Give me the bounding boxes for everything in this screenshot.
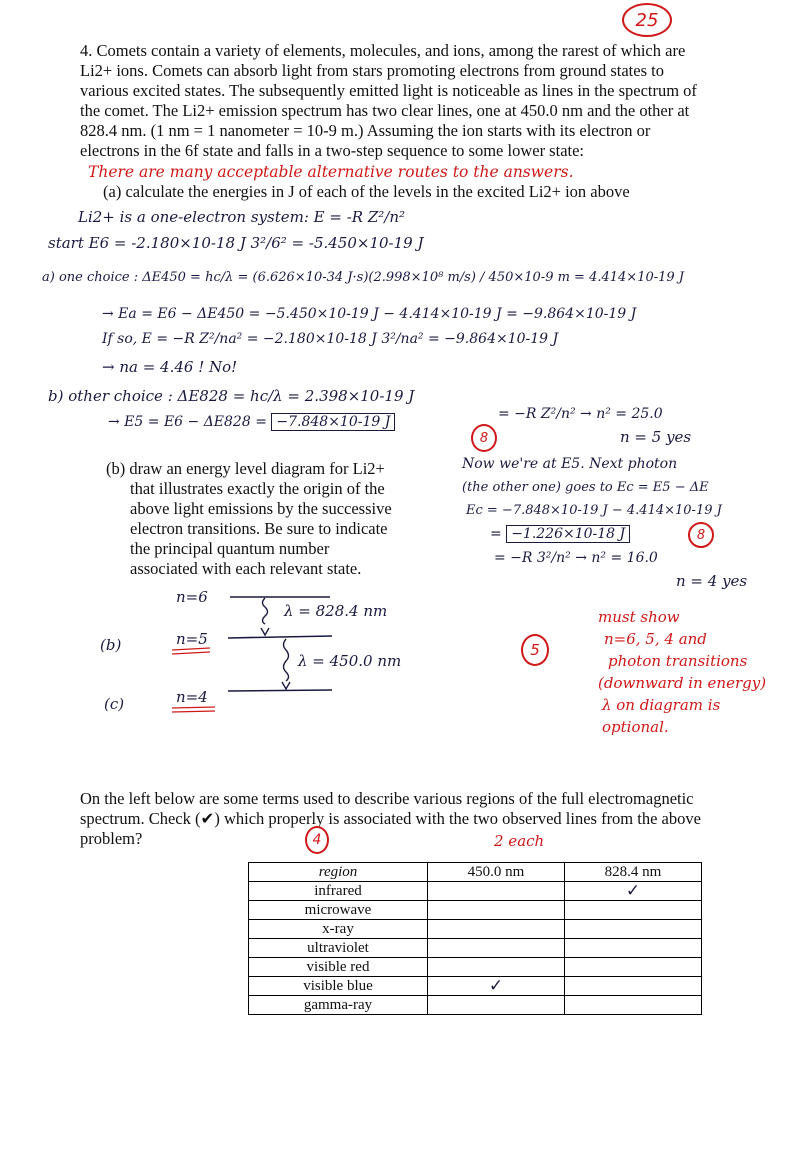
check-450-cell: ✓ xyxy=(428,977,565,996)
part-b-line: associated with each relevant state. xyxy=(130,559,362,578)
level-n4-line xyxy=(228,690,332,691)
part-b-line: the principal quantum number xyxy=(130,539,330,558)
lambda-450-label: λ = 450.0 nm xyxy=(298,652,402,670)
arrowhead-2 xyxy=(282,682,290,689)
check-450-cell xyxy=(428,882,565,901)
two-each-note: 2 each xyxy=(494,832,545,850)
part-b-score-circle: 5 xyxy=(521,634,549,666)
arrowhead-1 xyxy=(261,628,269,635)
check-450-cell xyxy=(428,901,565,920)
check-450-cell xyxy=(428,939,565,958)
part-b-line: (b) draw an energy level diagram for Li2+ xyxy=(106,459,385,478)
table-row xyxy=(249,958,702,977)
check-828-cell: ✓ xyxy=(565,882,702,901)
diagram-label-n5: n=5 xyxy=(176,630,208,648)
check-450-cell xyxy=(428,958,565,977)
hw-line-6: → na = 4.46 ! No! xyxy=(102,358,238,376)
answer-box-ec: −1.226×10-18 J xyxy=(506,525,630,543)
diagram-label-b: (b) xyxy=(100,636,122,654)
hw-line-8-right: = −R Z²/n² → n² = 25.0 xyxy=(498,406,663,422)
part-a-text: (a) calculate the energies in J of each of the levels in the excited Li2+ ion above xyxy=(103,182,630,201)
hw-right-3: Ec = −7.848×10-19 J − 4.414×10-19 J xyxy=(466,503,722,518)
header-450: 450.0 nm xyxy=(428,863,565,882)
hw-right-4: = −1.226×10-18 J xyxy=(490,526,630,542)
region-cell: x-ray xyxy=(249,920,428,939)
check-450-cell xyxy=(428,996,565,1015)
table-row xyxy=(249,901,702,920)
lambda-828-label: λ = 828.4 nm xyxy=(284,602,388,620)
check-828-cell xyxy=(565,920,702,939)
hw-line-1: Li2+ is a one-electron system: E = -R Z²/n² xyxy=(78,208,406,226)
part-b-line: that illustrates exactly the origin of the xyxy=(130,479,385,498)
check-828-cell xyxy=(565,901,702,920)
hw-line-3: a) one choice : ΔE450 = hc/λ = (6.626×10-34 J·s)(2.998×10⁸ m/s) / 450×10-9 m = 4.414×10-19 J xyxy=(42,270,685,285)
table-row xyxy=(249,939,702,958)
answer-box-e5: −7.848×10-19 J xyxy=(271,413,395,431)
part-b-line: above light emissions by the successive xyxy=(130,499,392,518)
region-cell: infrared xyxy=(249,882,428,901)
check-450-cell xyxy=(428,920,565,939)
part-c-text: On the left below are some terms used to describe various regions of the full electromagnetic spectrum. Check (✔) which properly is associated with the two observed lines from the above problem? xyxy=(80,789,701,848)
intro-line: 4. Comets contain a variety of elements, molecules, and ions, among the rarest of which are xyxy=(80,41,686,60)
hw-right-5: = −R 3²/n² → n² = 16.0 xyxy=(494,550,658,566)
table-row xyxy=(249,920,702,939)
part-a-score-circle-2: 8 xyxy=(688,522,714,548)
region-cell: microwave xyxy=(249,901,428,920)
regions-table xyxy=(248,862,702,1015)
diagram-label-n6: n=6 xyxy=(176,588,208,606)
hw-right-1: Now we're at E5. Next photon xyxy=(462,456,678,472)
hw-line-2: start E6 = -2.180×10-18 J 3²/6² = -5.450×10-19 J xyxy=(48,234,424,252)
check-828-cell xyxy=(565,958,702,977)
table-row xyxy=(249,996,702,1015)
hw-right-6: n = 4 yes xyxy=(676,572,748,590)
level-n5-line xyxy=(228,636,332,638)
intro-line: Li2+ ions. Comets can absorb light from stars promoting electrons from ground states to xyxy=(80,61,664,80)
table-row xyxy=(249,977,702,996)
hw-line-5: If so, E = −R Z²/na² = −2.180×10-18 J 3²/na² = −9.864×10-19 J xyxy=(102,331,559,347)
grader-note-part-b: must show n=6, 5, 4 and photon transitions (downward in energy) λ on diagram is optional. xyxy=(598,608,767,736)
intro-line: 828.4 nm. (1 nm = 1 nanometer = 10-9 m.) Assuming the ion starts with its electron or xyxy=(80,121,651,140)
part-a-score-circle-1: 8 xyxy=(471,424,497,452)
transition-arrow-2 xyxy=(284,639,289,681)
intro-line: the comet. The Li2+ emission spectrum has two clear lines, one at 450.0 nm and the other at xyxy=(80,101,690,120)
part-c-score-circle: 4 xyxy=(305,826,329,854)
region-cell: visible red xyxy=(249,958,428,977)
region-cell: gamma-ray xyxy=(249,996,428,1015)
transition-arrow-1 xyxy=(263,598,268,624)
check-828-cell xyxy=(565,996,702,1015)
hw-line-9: n = 5 yes xyxy=(620,428,692,446)
underline-n4-1 xyxy=(172,707,215,708)
diagram-label-c: (c) xyxy=(104,695,125,713)
table-row xyxy=(249,882,702,901)
underline-n4-2 xyxy=(172,711,215,712)
check-828-cell xyxy=(565,977,702,996)
intro-line: electrons in the 6f state and falls in a two-step sequence to some lower state: xyxy=(80,141,585,160)
header-828: 828.4 nm xyxy=(565,863,702,882)
hw-right-2: (the other one) goes to Ec = E5 − ΔE xyxy=(462,480,709,495)
diagram-label-n4: n=4 xyxy=(176,688,208,706)
hw-line-4: → Ea = E6 − ΔE450 = −5.450×10-19 J − 4.414×10-19 J = −9.864×10-19 J xyxy=(102,306,637,322)
check-828-cell xyxy=(565,939,702,958)
grader-red-note: There are many acceptable alternative routes to the answers. xyxy=(88,163,574,181)
region-cell: visible blue xyxy=(249,977,428,996)
part-b-line: electron transitions. Be sure to indicate xyxy=(130,519,388,538)
header-region: region xyxy=(249,863,428,882)
intro-line: various excited states. The subsequently emitted light is noticeable as lines in the spectrum of xyxy=(80,81,697,100)
underline-n5-1 xyxy=(172,648,210,650)
region-cell: ultraviolet xyxy=(249,939,428,958)
hw-line-7: b) other choice : ΔE828 = hc/λ = 2.398×10-19 J xyxy=(48,387,415,405)
total-score: 25 xyxy=(635,9,659,31)
hw-line-8-left: → E5 = E6 − ΔE828 = xyxy=(108,414,267,430)
underline-n5-2 xyxy=(172,652,210,654)
